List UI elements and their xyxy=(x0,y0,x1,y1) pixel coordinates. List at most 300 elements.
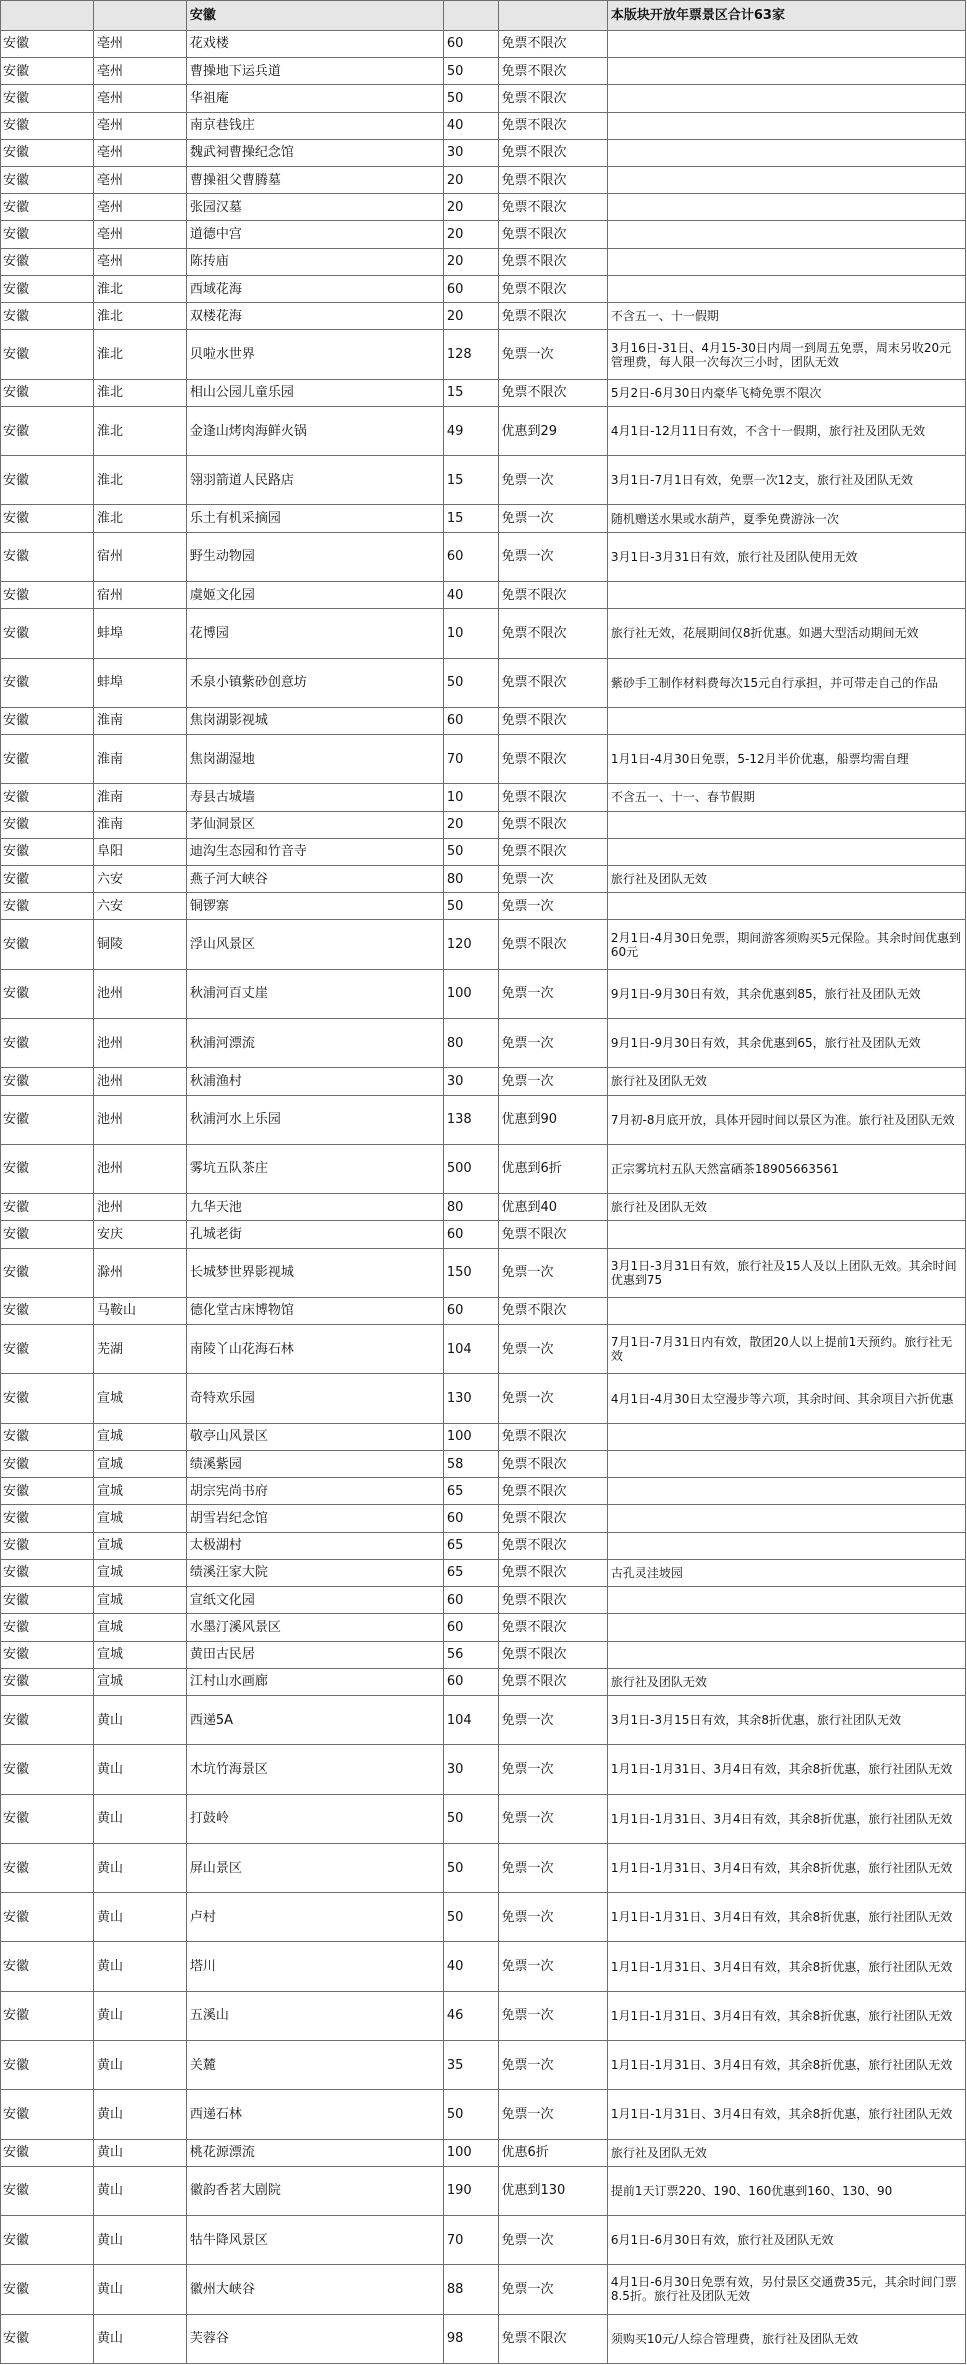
remark-cell: 1月1日-1月31日、3月4日有效，其余8折优惠，旅行社团队无效 xyxy=(607,2090,965,2139)
ticket-policy-cell: 免票不限次 xyxy=(498,784,607,811)
table-header-row xyxy=(1,1,966,31)
province-cell: 安徽 xyxy=(1,1843,94,1892)
ticket-price-cell: 20 xyxy=(443,303,498,330)
remark-cell: 1月1日-1月31日、3月4日有效，其余8折优惠，旅行社团队无效 xyxy=(607,1991,965,2040)
ticket-price-cell: 50 xyxy=(443,893,498,920)
city-cell: 马鞍山 xyxy=(93,1297,186,1324)
city-cell: 安庆 xyxy=(93,1221,186,1248)
remark-cell xyxy=(607,1478,965,1505)
attraction-name-cell: 绩溪紫园 xyxy=(186,1450,443,1477)
ticket-price-cell: 40 xyxy=(443,582,498,609)
province-cell: 安徽 xyxy=(1,194,94,221)
province-cell: 安徽 xyxy=(1,406,94,455)
table-row xyxy=(1,784,966,811)
province-cell: 安徽 xyxy=(1,1587,94,1614)
attraction-name-cell: 西递石林 xyxy=(186,2090,443,2139)
city-cell: 亳州 xyxy=(93,167,186,194)
ticket-price-cell: 80 xyxy=(443,1194,498,1221)
remark-cell: 1月1日-1月31日、3月4日有效，其余8折优惠，旅行社团队无效 xyxy=(607,1745,965,1794)
attraction-name-cell: 花戏楼 xyxy=(186,30,443,57)
ticket-policy-cell: 免票一次 xyxy=(498,1794,607,1843)
ticket-price-cell: 50 xyxy=(443,2090,498,2139)
city-cell: 黄山 xyxy=(93,2040,186,2089)
remark-cell: 随机赠送水果或水葫芦，夏季免费游泳一次 xyxy=(607,505,965,532)
ticket-price-cell: 128 xyxy=(443,330,498,379)
remark-cell: 6月1日-6月30日有效，旅行社及团队无效 xyxy=(607,2216,965,2265)
city-cell: 池州 xyxy=(93,969,186,1018)
ticket-price-cell: 20 xyxy=(443,248,498,275)
province-cell: 安徽 xyxy=(1,221,94,248)
table-row xyxy=(1,112,966,139)
table-row xyxy=(1,139,966,166)
ticket-price-cell: 30 xyxy=(443,1745,498,1794)
province-cell: 安徽 xyxy=(1,1991,94,2040)
table-row xyxy=(1,2166,966,2215)
table-row xyxy=(1,2090,966,2139)
attraction-name-cell: 金逢山烤肉海鲜火锅 xyxy=(186,406,443,455)
table-row xyxy=(1,330,966,379)
ticket-price-cell: 70 xyxy=(443,735,498,784)
ticket-policy-cell: 免票不限次 xyxy=(498,85,607,112)
ticket-price-cell: 130 xyxy=(443,1374,498,1423)
table-row xyxy=(1,1144,966,1193)
remark-cell: 3月1日-3月31日有效，旅行社及团队使用无效 xyxy=(607,532,965,581)
ticket-policy-cell: 免票不限次 xyxy=(498,582,607,609)
province-cell: 安徽 xyxy=(1,1423,94,1450)
city-cell: 黄山 xyxy=(93,1794,186,1843)
ticket-price-cell: 138 xyxy=(443,1095,498,1144)
ticket-price-cell: 50 xyxy=(443,1893,498,1942)
table-row xyxy=(1,1587,966,1614)
province-cell: 安徽 xyxy=(1,1194,94,1221)
province-cell: 安徽 xyxy=(1,1668,94,1695)
city-cell: 宣城 xyxy=(93,1559,186,1586)
remark-cell: 1月1日-1月31日、3月4日有效，其余8折优惠，旅行社团队无效 xyxy=(607,2040,965,2089)
remark-cell: 1月1日-1月31日、3月4日有效，其余8折优惠，旅行社团队无效 xyxy=(607,1942,965,1991)
ticket-policy-cell: 免票不限次 xyxy=(498,30,607,57)
table-row xyxy=(1,379,966,406)
province-cell: 安徽 xyxy=(1,2090,94,2139)
ticket-price-cell: 65 xyxy=(443,1478,498,1505)
ticket-policy-cell: 优惠到29 xyxy=(498,406,607,455)
ticket-price-cell: 50 xyxy=(443,1843,498,1892)
remark-cell: 3月1日-3月15日有效，其余8折优惠，旅行社团队无效 xyxy=(607,1696,965,1745)
ticket-policy-cell: 免票不限次 xyxy=(498,139,607,166)
city-cell: 亳州 xyxy=(93,248,186,275)
remark-cell: 3月1日-7月1日有效，免票一次12支，旅行社及团队无效 xyxy=(607,456,965,505)
attraction-name-cell: 木坑竹海景区 xyxy=(186,1745,443,1794)
remark-cell xyxy=(607,707,965,734)
city-cell: 宣城 xyxy=(93,1450,186,1477)
ticket-price-cell: 100 xyxy=(443,2139,498,2166)
city-cell: 黄山 xyxy=(93,2139,186,2166)
city-cell: 亳州 xyxy=(93,112,186,139)
ticket-policy-cell: 免票不限次 xyxy=(498,609,607,658)
ticket-price-cell: 60 xyxy=(443,1668,498,1695)
city-cell: 黄山 xyxy=(93,2265,186,2314)
province-cell: 安徽 xyxy=(1,582,94,609)
ticket-policy-cell: 免票不限次 xyxy=(498,58,607,85)
province-cell: 安徽 xyxy=(1,920,94,969)
city-cell: 淮北 xyxy=(93,303,186,330)
attraction-name-cell: 宣纸文化园 xyxy=(186,1587,443,1614)
ticket-policy-cell: 免票不限次 xyxy=(498,248,607,275)
attraction-name-cell: 贝啦水世界 xyxy=(186,330,443,379)
remark-cell xyxy=(607,582,965,609)
ticket-policy-cell: 免票一次 xyxy=(498,1696,607,1745)
attraction-name-cell: 秋浦河漂流 xyxy=(186,1019,443,1068)
attraction-name-cell: 茅仙洞景区 xyxy=(186,811,443,838)
table-row xyxy=(1,1248,966,1297)
city-cell: 淮南 xyxy=(93,784,186,811)
remark-cell: 旅行社及团队无效 xyxy=(607,1068,965,1095)
table-row xyxy=(1,275,966,302)
ticket-policy-cell: 免票不限次 xyxy=(498,707,607,734)
attraction-name-cell: 奇特欢乐园 xyxy=(186,1374,443,1423)
table-row xyxy=(1,1505,966,1532)
ticket-policy-cell: 免票不限次 xyxy=(498,1505,607,1532)
ticket-policy-cell: 免票不限次 xyxy=(498,1614,607,1641)
attraction-name-cell: 秋浦河百丈崖 xyxy=(186,969,443,1018)
table-row xyxy=(1,1745,966,1794)
ticket-policy-cell: 免票一次 xyxy=(498,1374,607,1423)
province-cell: 安徽 xyxy=(1,139,94,166)
ticket-policy-cell: 免票不限次 xyxy=(498,112,607,139)
ticket-policy-cell: 免票一次 xyxy=(498,1068,607,1095)
remark-cell xyxy=(607,1297,965,1324)
header-city xyxy=(93,1,186,31)
attraction-name-cell: 魏武祠曹操纪念馆 xyxy=(186,139,443,166)
ticket-policy-cell: 免票一次 xyxy=(498,893,607,920)
ticket-price-cell: 58 xyxy=(443,1450,498,1477)
remark-cell: 4月1日-6月30日免票有效，另付景区交通费35元，其余时间门票8.5折。旅行社及团队无效 xyxy=(607,2265,965,2314)
city-cell: 黄山 xyxy=(93,1991,186,2040)
ticket-policy-cell: 免票不限次 xyxy=(498,735,607,784)
remark-cell: 3月1日-3月31日有效，旅行社及15人及以上团队无效。其余时间优惠到75 xyxy=(607,1248,965,1297)
city-cell: 芜湖 xyxy=(93,1325,186,1374)
header-policy xyxy=(498,1,607,31)
province-cell: 安徽 xyxy=(1,1614,94,1641)
city-cell: 池州 xyxy=(93,1068,186,1095)
city-cell: 六安 xyxy=(93,866,186,893)
remark-cell xyxy=(607,248,965,275)
ticket-policy-cell: 免票不限次 xyxy=(498,167,607,194)
province-cell: 安徽 xyxy=(1,505,94,532)
city-cell: 黄山 xyxy=(93,1942,186,1991)
ticket-price-cell: 50 xyxy=(443,838,498,865)
ticket-price-cell: 80 xyxy=(443,1019,498,1068)
city-cell: 黄山 xyxy=(93,1893,186,1942)
table-row xyxy=(1,85,966,112)
attraction-name-cell: 九华天池 xyxy=(186,1194,443,1221)
attraction-name-cell: 西递5A xyxy=(186,1696,443,1745)
attraction-name-cell: 迪沟生态园和竹音寺 xyxy=(186,838,443,865)
ticket-price-cell: 88 xyxy=(443,2265,498,2314)
ticket-price-cell: 100 xyxy=(443,969,498,1018)
province-cell: 安徽 xyxy=(1,1450,94,1477)
table-row xyxy=(1,2216,966,2265)
table-row xyxy=(1,1942,966,1991)
city-cell: 宣城 xyxy=(93,1374,186,1423)
city-cell: 池州 xyxy=(93,1095,186,1144)
table-row xyxy=(1,2139,966,2166)
remark-cell xyxy=(607,1532,965,1559)
city-cell: 亳州 xyxy=(93,58,186,85)
province-cell: 安徽 xyxy=(1,658,94,707)
remark-cell: 旅行社及团队无效 xyxy=(607,866,965,893)
ticket-policy-cell: 优惠到6折 xyxy=(498,1144,607,1193)
ticket-price-cell: 46 xyxy=(443,1991,498,2040)
ticket-price-cell: 20 xyxy=(443,194,498,221)
city-cell: 淮南 xyxy=(93,735,186,784)
attraction-name-cell: 德化堂古床博物馆 xyxy=(186,1297,443,1324)
remark-cell: 不含五一、十一假期 xyxy=(607,303,965,330)
table-row xyxy=(1,1843,966,1892)
ticket-policy-cell: 免票不限次 xyxy=(498,838,607,865)
city-cell: 黄山 xyxy=(93,2314,186,2363)
city-cell: 宿州 xyxy=(93,532,186,581)
province-cell: 安徽 xyxy=(1,248,94,275)
remark-cell: 3月16日-31日、4月15-30日内周一到周五免票，周末另收20元管理费，每人限一次每次三小时，团队无效 xyxy=(607,330,965,379)
city-cell: 滁州 xyxy=(93,1248,186,1297)
remark-cell xyxy=(607,221,965,248)
attraction-name-cell: 西域花海 xyxy=(186,275,443,302)
table-row xyxy=(1,1559,966,1586)
attraction-name-cell: 胡宗宪尚书府 xyxy=(186,1478,443,1505)
city-cell: 淮北 xyxy=(93,275,186,302)
province-cell: 安徽 xyxy=(1,1221,94,1248)
ticket-price-cell: 30 xyxy=(443,1068,498,1095)
ticket-price-cell: 60 xyxy=(443,1505,498,1532)
ticket-policy-cell: 免票不限次 xyxy=(498,658,607,707)
ticket-policy-cell: 免票一次 xyxy=(498,866,607,893)
ticket-policy-cell: 免票不限次 xyxy=(498,275,607,302)
remark-cell xyxy=(607,1423,965,1450)
table-row xyxy=(1,1794,966,1843)
remark-cell xyxy=(607,1450,965,1477)
remark-cell xyxy=(607,1641,965,1668)
attraction-name-cell: 徽州大峡谷 xyxy=(186,2265,443,2314)
table-row xyxy=(1,1423,966,1450)
ticket-price-cell: 65 xyxy=(443,1532,498,1559)
ticket-price-cell: 20 xyxy=(443,167,498,194)
attraction-name-cell: 敬亭山风景区 xyxy=(186,1423,443,1450)
ticket-price-cell: 30 xyxy=(443,139,498,166)
ticket-policy-cell: 免票不限次 xyxy=(498,1532,607,1559)
attraction-name-cell: 陈抟庙 xyxy=(186,248,443,275)
attraction-name-cell: 水墨汀溪风景区 xyxy=(186,1614,443,1641)
attraction-name-cell: 翎羽箭道人民路店 xyxy=(186,456,443,505)
attraction-name-cell: 花博园 xyxy=(186,609,443,658)
ticket-policy-cell: 优惠到90 xyxy=(498,1095,607,1144)
table-row xyxy=(1,1325,966,1374)
remark-cell: 4月1日-12月11日有效，不含十一假期，旅行社及团队无效 xyxy=(607,406,965,455)
city-cell: 宣城 xyxy=(93,1668,186,1695)
attraction-name-cell: 寿县古城墙 xyxy=(186,784,443,811)
ticket-price-cell: 20 xyxy=(443,221,498,248)
attraction-name-cell: 虞姬文化园 xyxy=(186,582,443,609)
ticket-policy-cell: 免票不限次 xyxy=(498,1478,607,1505)
ticket-policy-cell: 免票一次 xyxy=(498,2040,607,2089)
attraction-name-cell: 南陵丫山花海石林 xyxy=(186,1325,443,1374)
table-row xyxy=(1,1068,966,1095)
remark-cell: 提前1天订票220、190、160优惠到160、130、90 xyxy=(607,2166,965,2215)
table-row xyxy=(1,1893,966,1942)
city-cell: 淮北 xyxy=(93,456,186,505)
ticket-price-cell: 49 xyxy=(443,406,498,455)
attraction-name-cell: 打鼓岭 xyxy=(186,1794,443,1843)
table-row xyxy=(1,1095,966,1144)
ticket-policy-cell: 免票不限次 xyxy=(498,1297,607,1324)
ticket-price-cell: 60 xyxy=(443,30,498,57)
province-cell: 安徽 xyxy=(1,1478,94,1505)
city-cell: 淮北 xyxy=(93,330,186,379)
ticket-price-cell: 60 xyxy=(443,707,498,734)
province-cell: 安徽 xyxy=(1,1068,94,1095)
remark-cell: 1月1日-1月31日、3月4日有效，其余8折优惠，旅行社团队无效 xyxy=(607,1893,965,1942)
table-row xyxy=(1,969,966,1018)
table-row xyxy=(1,1221,966,1248)
ticket-price-cell: 50 xyxy=(443,58,498,85)
ticket-policy-cell: 免票不限次 xyxy=(498,221,607,248)
table-row xyxy=(1,609,966,658)
ticket-policy-cell: 免票不限次 xyxy=(498,194,607,221)
attraction-name-cell: 雾坑五队茶庄 xyxy=(186,1144,443,1193)
ticket-price-cell: 500 xyxy=(443,1144,498,1193)
ticket-policy-cell: 免票不限次 xyxy=(498,920,607,969)
city-cell: 宿州 xyxy=(93,582,186,609)
province-cell: 安徽 xyxy=(1,379,94,406)
ticket-policy-cell: 优惠到130 xyxy=(498,2166,607,2215)
table-row xyxy=(1,2314,966,2363)
city-cell: 宣城 xyxy=(93,1614,186,1641)
table-row xyxy=(1,58,966,85)
ticket-policy-cell: 免票不限次 xyxy=(498,1641,607,1668)
ticket-policy-cell: 免票一次 xyxy=(498,1325,607,1374)
table-row xyxy=(1,838,966,865)
province-cell: 安徽 xyxy=(1,1794,94,1843)
ticket-policy-cell: 免票不限次 xyxy=(498,1450,607,1477)
table-row xyxy=(1,30,966,57)
ticket-policy-cell: 免票不限次 xyxy=(498,2314,607,2363)
table-row xyxy=(1,167,966,194)
ticket-price-cell: 56 xyxy=(443,1641,498,1668)
remark-cell xyxy=(607,167,965,194)
remark-cell: 1月1日-1月31日、3月4日有效，其余8折优惠，旅行社团队无效 xyxy=(607,1794,965,1843)
table-row xyxy=(1,1614,966,1641)
province-cell: 安徽 xyxy=(1,1893,94,1942)
attraction-name-cell: 江村山水画廊 xyxy=(186,1668,443,1695)
city-cell: 黄山 xyxy=(93,2216,186,2265)
ticket-policy-cell: 免票不限次 xyxy=(498,811,607,838)
ticket-policy-cell: 免票一次 xyxy=(498,2265,607,2314)
remark-cell: 1月1日-1月31日、3月4日有效，其余8折优惠，旅行社团队无效 xyxy=(607,1843,965,1892)
attraction-name-cell: 曹操祖父曹腾墓 xyxy=(186,167,443,194)
attraction-name-cell: 五溪山 xyxy=(186,1991,443,2040)
city-cell: 淮北 xyxy=(93,505,186,532)
attraction-name-cell: 铜锣寨 xyxy=(186,893,443,920)
province-cell: 安徽 xyxy=(1,275,94,302)
province-cell: 安徽 xyxy=(1,1942,94,1991)
attraction-name-cell: 太极湖村 xyxy=(186,1532,443,1559)
remark-cell: 7月1日-7月31日内有效，散团20人以上提前1天预约。旅行社无效 xyxy=(607,1325,965,1374)
table-row xyxy=(1,1478,966,1505)
ticket-policy-cell: 免票不限次 xyxy=(498,1559,607,1586)
table-row xyxy=(1,1532,966,1559)
ticket-price-cell: 100 xyxy=(443,1423,498,1450)
province-cell: 安徽 xyxy=(1,2216,94,2265)
province-cell: 安徽 xyxy=(1,112,94,139)
table-row xyxy=(1,2040,966,2089)
remark-cell xyxy=(607,1587,965,1614)
city-cell: 宣城 xyxy=(93,1532,186,1559)
province-cell: 安徽 xyxy=(1,2314,94,2363)
city-cell: 黄山 xyxy=(93,2166,186,2215)
header-province xyxy=(1,1,94,31)
province-cell: 安徽 xyxy=(1,1095,94,1144)
province-cell: 安徽 xyxy=(1,1019,94,1068)
remark-cell: 5月2日-6月30日内豪华飞椅免票不限次 xyxy=(607,379,965,406)
province-cell: 安徽 xyxy=(1,303,94,330)
city-cell: 亳州 xyxy=(93,30,186,57)
remark-cell xyxy=(607,838,965,865)
table-row xyxy=(1,1991,966,2040)
province-cell: 安徽 xyxy=(1,1641,94,1668)
ticket-policy-cell: 免票一次 xyxy=(498,1745,607,1794)
city-cell: 池州 xyxy=(93,1144,186,1193)
table-row xyxy=(1,1019,966,1068)
attraction-name-cell: 塔川 xyxy=(186,1942,443,1991)
attraction-name-cell: 孔城老街 xyxy=(186,1221,443,1248)
province-cell: 安徽 xyxy=(1,1696,94,1745)
remark-cell xyxy=(607,1614,965,1641)
province-cell: 安徽 xyxy=(1,2139,94,2166)
province-cell: 安徽 xyxy=(1,866,94,893)
attraction-name-cell: 双楼花海 xyxy=(186,303,443,330)
city-cell: 亳州 xyxy=(93,221,186,248)
province-cell: 安徽 xyxy=(1,58,94,85)
province-cell: 安徽 xyxy=(1,2040,94,2089)
city-cell: 亳州 xyxy=(93,194,186,221)
remark-cell: 古孔灵洼坡园 xyxy=(607,1559,965,1586)
table-row xyxy=(1,194,966,221)
attraction-name-cell: 胡雪岩纪念馆 xyxy=(186,1505,443,1532)
table-row xyxy=(1,866,966,893)
remark-cell: 不含五一、十一、春节假期 xyxy=(607,784,965,811)
remark-cell: 9月1日-9月30日有效，其余优惠到65，旅行社及团队无效 xyxy=(607,1019,965,1068)
remark-cell xyxy=(607,30,965,57)
remark-cell: 4月1日-4月30日太空漫步等六项，其余时间、其余项目六折优惠 xyxy=(607,1374,965,1423)
province-cell: 安徽 xyxy=(1,969,94,1018)
ticket-policy-cell: 免票一次 xyxy=(498,2216,607,2265)
ticket-policy-cell: 免票不限次 xyxy=(498,1668,607,1695)
province-cell: 安徽 xyxy=(1,1144,94,1193)
attraction-name-cell: 焦岗湖影视城 xyxy=(186,707,443,734)
table-body xyxy=(1,1,966,2364)
city-cell: 宣城 xyxy=(93,1641,186,1668)
ticket-price-cell: 80 xyxy=(443,866,498,893)
ticket-policy-cell: 免票一次 xyxy=(498,1843,607,1892)
city-cell: 阜阳 xyxy=(93,838,186,865)
table-row xyxy=(1,893,966,920)
province-cell: 安徽 xyxy=(1,1559,94,1586)
attraction-name-cell: 焦岗湖湿地 xyxy=(186,735,443,784)
province-cell: 安徽 xyxy=(1,85,94,112)
city-cell: 淮北 xyxy=(93,406,186,455)
table-row xyxy=(1,1194,966,1221)
ticket-policy-cell: 免票一次 xyxy=(498,532,607,581)
ticket-price-cell: 60 xyxy=(443,275,498,302)
